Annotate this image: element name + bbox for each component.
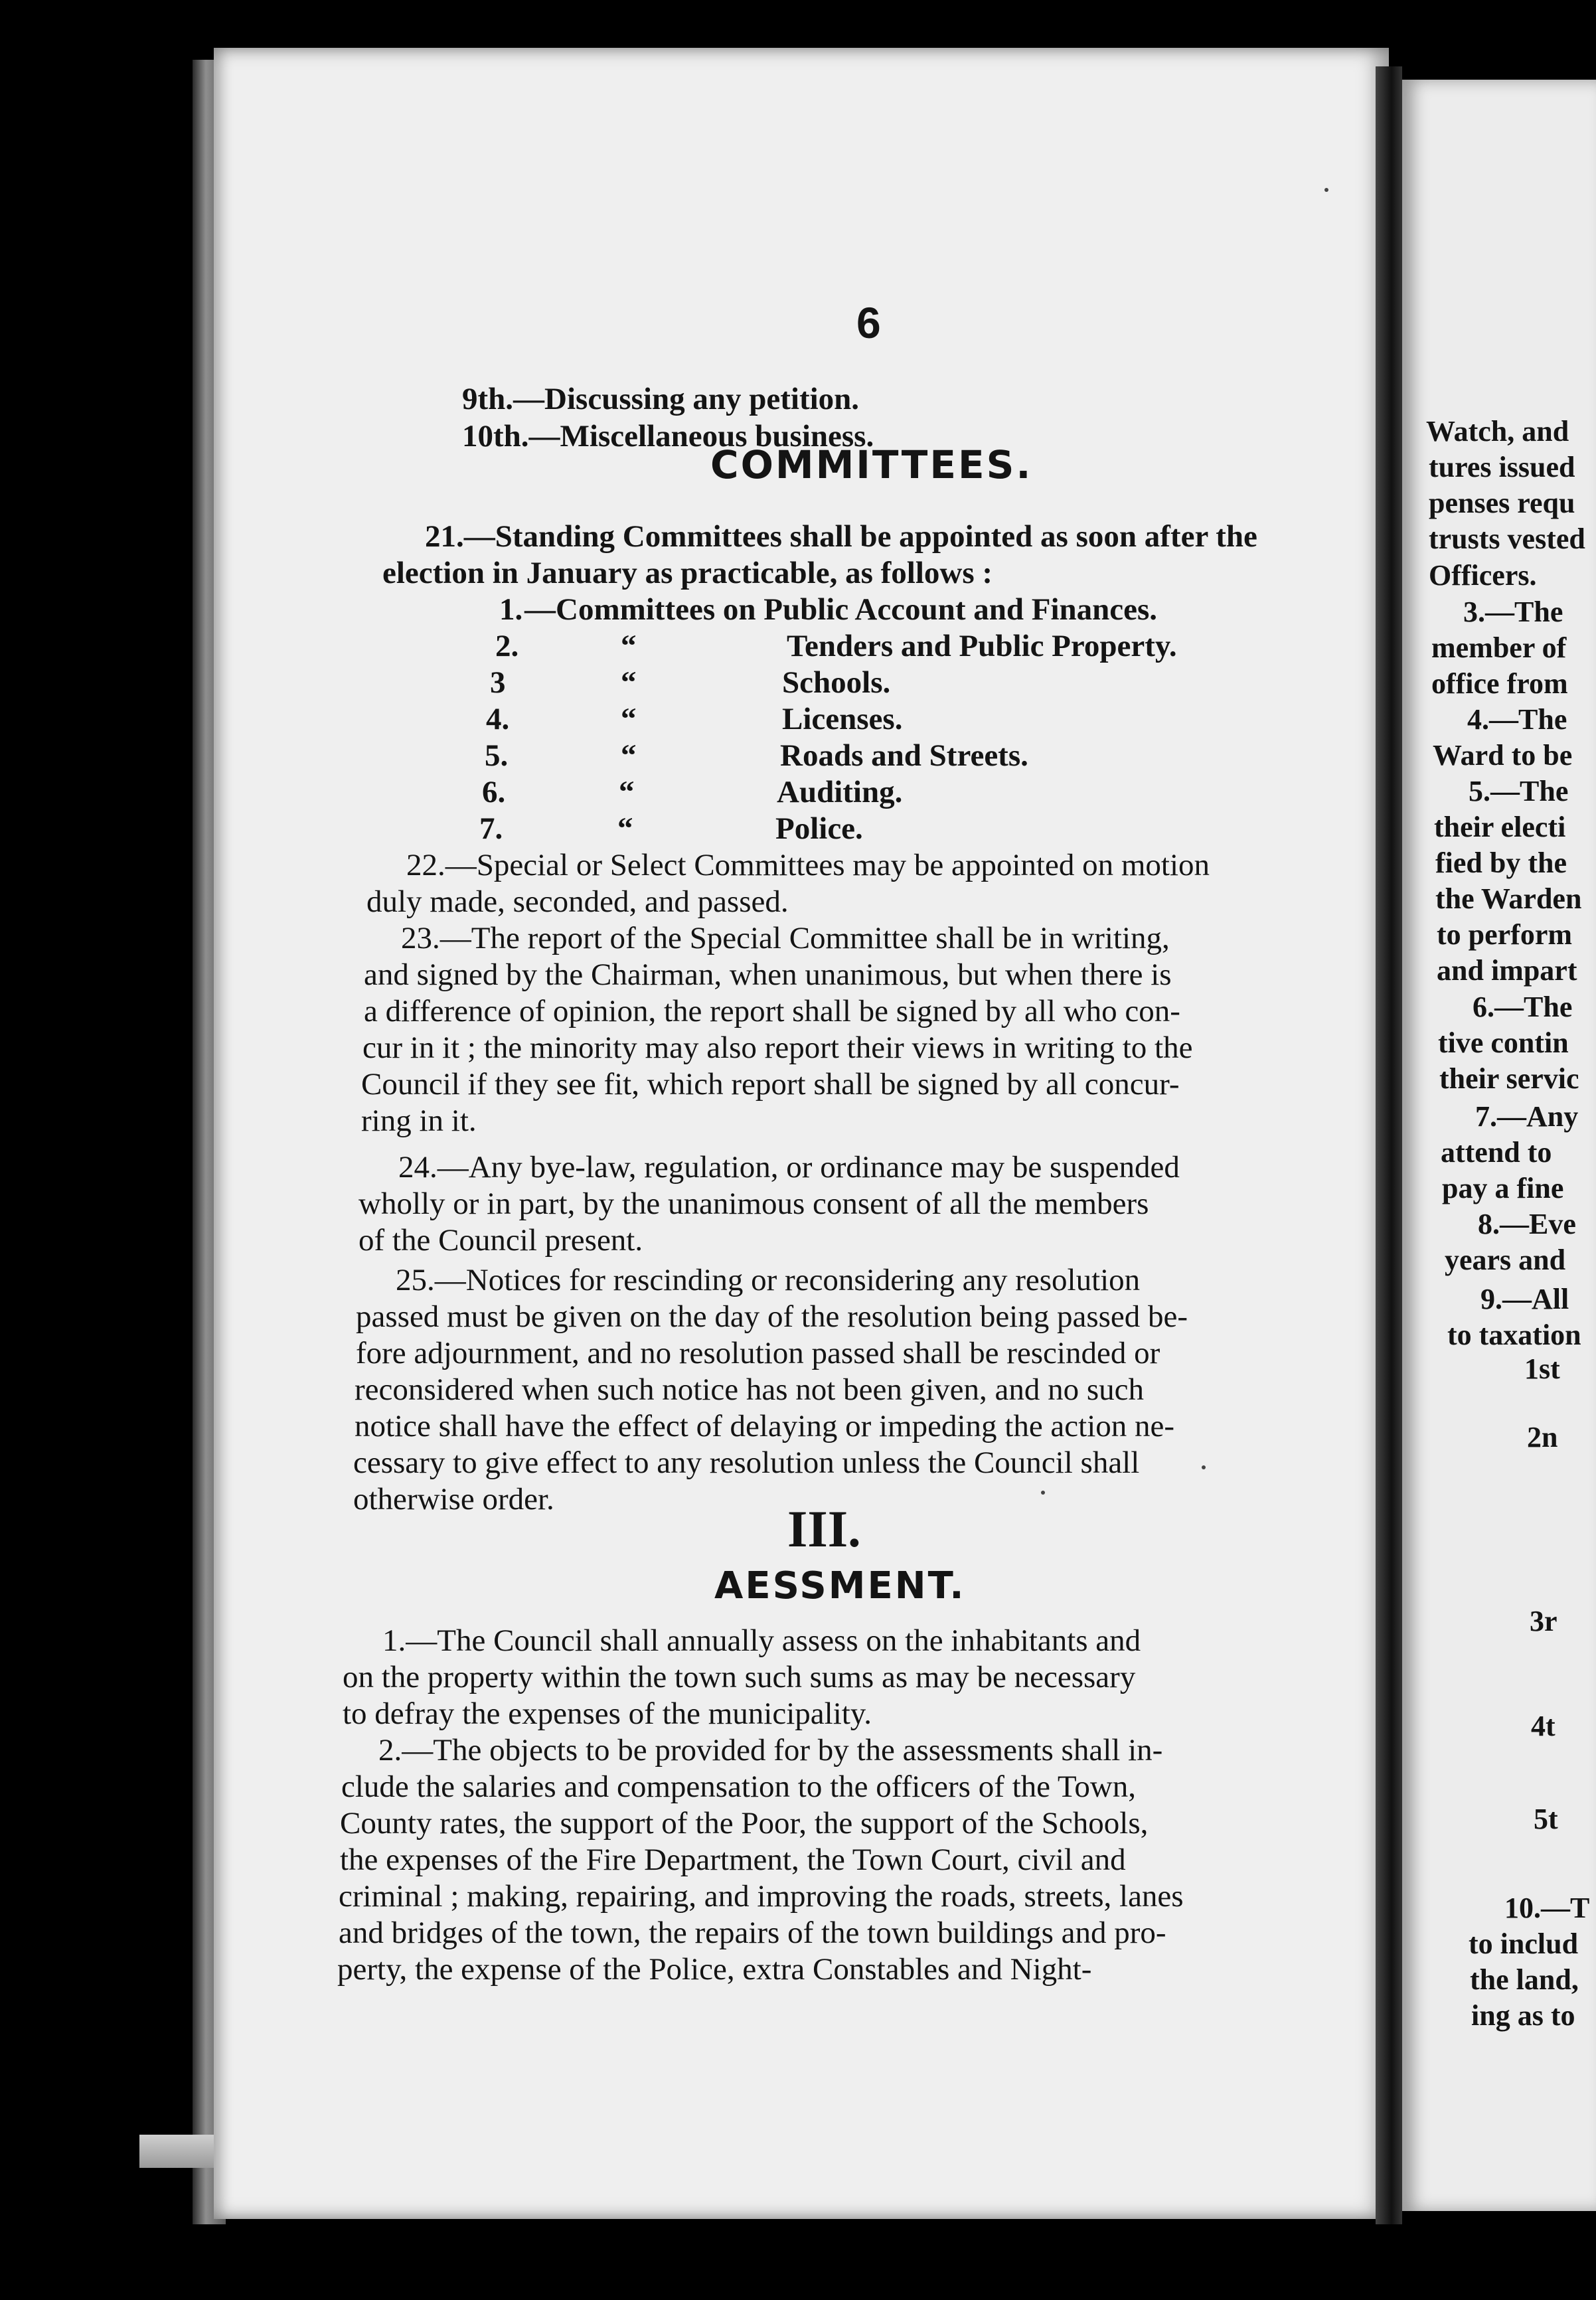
committee-name-6: Auditing. xyxy=(777,775,903,809)
committee-name-3: Schools. xyxy=(782,665,891,700)
rule-23-line-6: ring in it. xyxy=(361,1104,477,1138)
committee-num-1: 1. xyxy=(499,592,523,627)
rule-25-line-1: 25.—Notices for rescinding or reconsidering any resolution xyxy=(396,1263,1141,1297)
right-line-10: Ward to be xyxy=(1433,739,1573,772)
page-number: 6 xyxy=(856,298,881,347)
right-line-28: 2n xyxy=(1527,1421,1558,1453)
assess-1-line-1: 1.—The Council shall annually assess on the inhabitants and xyxy=(382,1623,1141,1658)
ink-speck xyxy=(1041,1491,1045,1495)
right-line-15: to perform xyxy=(1437,918,1573,951)
rule-23-line-4: cur in it ; the minority may also report their views in writing to the xyxy=(362,1030,1193,1065)
right-line-16: and impart xyxy=(1437,954,1577,987)
rule-25-line-7: otherwise order. xyxy=(353,1482,554,1517)
committee-name-7: Police. xyxy=(775,811,863,846)
assess-2-line-5: criminal ; making, repairing, and improving the roads, streets, lanes xyxy=(339,1879,1184,1914)
right-line-23: 8.—Eve xyxy=(1478,1208,1576,1240)
right-line-27: 1st xyxy=(1524,1353,1560,1385)
right-line-12: their electi xyxy=(1434,811,1566,843)
committee-ditto-5: “ xyxy=(621,738,637,773)
right-line-7: member of xyxy=(1431,631,1567,664)
right-line-34: the land, xyxy=(1470,1963,1579,1996)
right-line-9: 4.—The xyxy=(1467,703,1567,736)
assess-2-line-2: clude the salaries and compensation to the officers of the Town, xyxy=(341,1769,1137,1804)
right-line-32: 10.—T xyxy=(1504,1892,1590,1924)
right-line-21: attend to xyxy=(1441,1136,1552,1169)
rule-21-line-2: election in January as practicable, as follows : xyxy=(382,556,993,590)
committee-ditto-6: “ xyxy=(619,775,635,809)
committee-name-4: Licenses. xyxy=(782,702,903,736)
right-line-2: tures issued xyxy=(1429,451,1575,483)
right-line-19: their servic xyxy=(1439,1062,1579,1095)
committee-num-2: 2. xyxy=(495,629,519,663)
right-line-29: 3r xyxy=(1530,1605,1557,1637)
right-line-17: 6.—The xyxy=(1473,991,1573,1023)
committee-ditto-2: “ xyxy=(621,629,637,663)
right-line-18: tive contin xyxy=(1438,1027,1569,1059)
agenda-item-10: 10th.—Miscellaneous business. xyxy=(462,419,874,453)
rule-25-line-5: notice shall have the effect of delaying or impeding the action ne- xyxy=(355,1409,1175,1443)
committee-ditto-3: “ xyxy=(621,665,637,700)
committee-name-1: —Committees on Public Account and Finances. xyxy=(524,592,1158,627)
right-line-33: to includ xyxy=(1469,1928,1579,1960)
committees-heading: COMMITTEES. xyxy=(710,442,1033,487)
section-roman-numeral: III. xyxy=(787,1500,861,1558)
rule-24-line-1: 24.—Any bye-law, regulation, or ordinance may be suspended xyxy=(398,1150,1180,1185)
assess-2-line-4: the expenses of the Fire Department, the Town Court, civil and xyxy=(340,1843,1126,1877)
agenda-item-9: 9th.—Discussing any petition. xyxy=(462,382,860,416)
right-line-35: ing as to xyxy=(1471,1999,1575,2032)
right-line-31: 5t xyxy=(1534,1803,1558,1835)
right-line-5: Officers. xyxy=(1429,559,1537,592)
rule-25-line-2: passed must be given on the day of the resolution being passed be- xyxy=(356,1299,1188,1334)
assess-2-line-7: perty, the expense of the Police, extra Constables and Night- xyxy=(337,1952,1092,1987)
right-line-25: 9.—All xyxy=(1480,1283,1569,1315)
rule-22-line-2: duly made, seconded, and passed. xyxy=(366,884,789,919)
right-line-26: to taxation xyxy=(1447,1319,1581,1351)
committee-num-7: 7. xyxy=(479,811,503,846)
assess-2-line-3: County rates, the support of the Poor, the support of the Schools, xyxy=(340,1806,1149,1841)
right-line-1: Watch, and xyxy=(1426,415,1569,448)
rule-23-line-2: and signed by the Chairman, when unanimous, but when there is xyxy=(364,957,1172,992)
committee-ditto-7: “ xyxy=(617,811,633,846)
right-line-24: years and xyxy=(1445,1244,1566,1276)
right-line-30: 4t xyxy=(1531,1710,1556,1742)
rule-24-line-2: wholly or in part, by the unanimous consent of all the members xyxy=(359,1187,1149,1221)
committee-name-5: Roads and Streets. xyxy=(780,738,1028,773)
right-line-3: penses requ xyxy=(1429,487,1575,519)
committee-num-4: 4. xyxy=(486,702,510,736)
rule-24-line-3: of the Council present. xyxy=(359,1223,643,1258)
right-line-13: fied by the xyxy=(1435,847,1567,879)
rule-23-line-3: a difference of opinion, the report shall be signed by all who con- xyxy=(364,994,1180,1028)
committee-name-2: Tenders and Public Property. xyxy=(787,629,1177,663)
committee-num-6: 6. xyxy=(482,775,506,809)
rule-25-line-3: fore adjournment, and no resolution passed shall be rescinded or xyxy=(356,1336,1160,1370)
ink-speck xyxy=(1202,1465,1206,1469)
committee-ditto-4: “ xyxy=(621,702,637,736)
right-line-22: pay a fine xyxy=(1442,1172,1564,1204)
assess-2-line-6: and bridges of the town, the repairs of the town buildings and pro- xyxy=(339,1916,1166,1950)
right-line-14: the Warden xyxy=(1435,882,1582,915)
rule-25-line-4: reconsidered when such notice has not been given, and no such xyxy=(355,1372,1144,1407)
right-line-11: 5.—The xyxy=(1469,775,1569,807)
book-gutter xyxy=(1376,66,1402,2224)
assess-1-line-3: to defray the expenses of the municipality. xyxy=(343,1696,872,1731)
assess-2-line-1: 2.—The objects to be provided for by the assessments shall in- xyxy=(378,1733,1163,1767)
right-line-20: 7.—Any xyxy=(1475,1100,1579,1133)
assess-1-line-2: on the property within the town such sums as may be necessary xyxy=(343,1660,1136,1694)
ink-speck xyxy=(1324,188,1328,192)
assessment-heading: AESSMENT. xyxy=(714,1564,966,1607)
rule-23-line-1: 23.—The report of the Special Committee shall be in writing, xyxy=(401,921,1170,955)
right-line-6: 3.—The xyxy=(1463,596,1563,628)
rule-21-line-1: 21.—Standing Committees shall be appointed as soon after the xyxy=(425,519,1257,554)
rule-22-line-1: 22.—Special or Select Committees may be appointed on motion xyxy=(406,848,1210,882)
committee-num-3: 3 xyxy=(490,665,506,700)
rule-23-line-5: Council if they see fit, which report shall be signed by all concur- xyxy=(361,1067,1180,1102)
right-line-4: trusts vested xyxy=(1429,523,1585,555)
rule-25-line-6: cessary to give effect to any resolution unless the Council shall xyxy=(353,1445,1140,1480)
right-line-8: office from xyxy=(1431,667,1568,700)
committee-num-5: 5. xyxy=(485,738,509,773)
